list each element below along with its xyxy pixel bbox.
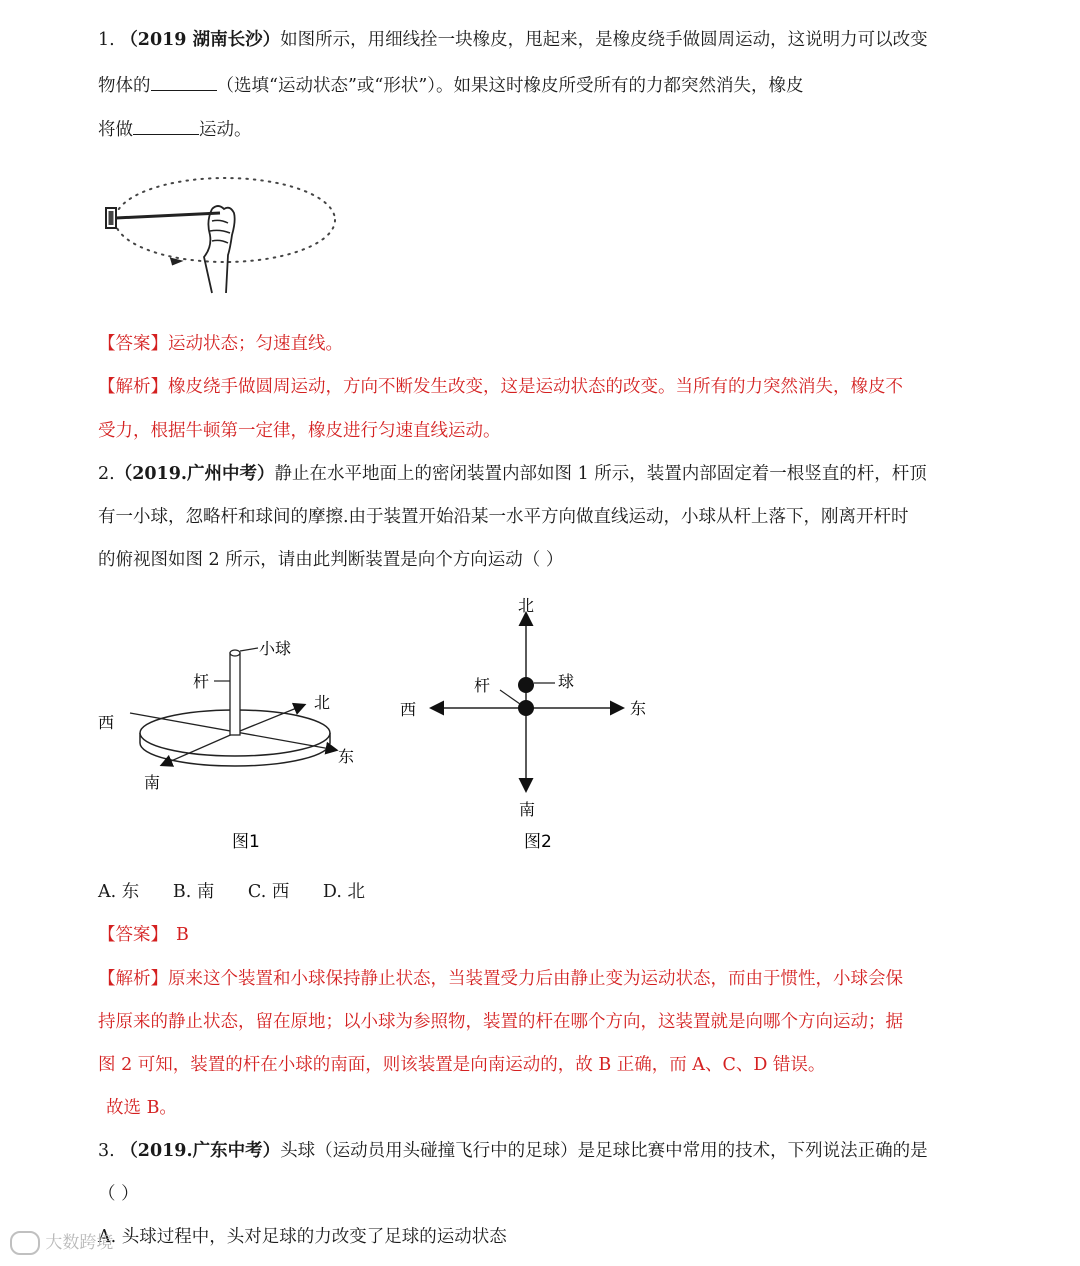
watermark-logo-icon <box>10 1231 40 1255</box>
q1-number: 1. <box>98 30 115 50</box>
label-rod: 杆 <box>193 672 210 691</box>
q2-analysis-text1: 原来这个装置和小球保持静止状态，当装置受力后由静止变为运动状态，而由于惯性，小球会保 <box>168 969 903 989</box>
q1-analysis-text1: 橡皮绕手做圆周运动，方向不断发生改变，这是运动状态的改变。当所有的力突然消失，橡皮不 <box>168 377 903 397</box>
q3-source: （2019.广东中考） <box>120 1141 281 1161</box>
q2-answer <box>98 923 189 947</box>
q2-figure1 <box>96 595 366 865</box>
q1-line2 <box>98 72 804 98</box>
q1-line3 <box>98 116 252 142</box>
q2-line1 <box>98 462 927 486</box>
q2-number: 2. <box>98 464 115 484</box>
q1-analysis-tag: 【解析】 <box>98 377 168 397</box>
hand <box>204 206 235 293</box>
string <box>116 213 220 218</box>
label-ball: 球 <box>558 672 575 691</box>
q1-source: （2019 湖南长沙） <box>120 30 281 50</box>
label-north: 北 <box>518 596 535 615</box>
q1-text2b: （选填“运动状态”或“形状”）。如果这时橡皮所受所有的力都突然消失，橡皮 <box>216 76 804 96</box>
q2-analysis-line1 <box>98 967 903 991</box>
q2-answer-text: B <box>176 925 189 945</box>
label-east: 东 <box>338 747 355 766</box>
watermark-text: 大数跨境 <box>45 1233 114 1253</box>
q2-analysis-line4: 故选 B。 <box>106 1098 177 1118</box>
label-rod: 杆 <box>474 676 491 695</box>
q1-text3a: 将做 <box>98 120 133 140</box>
ball-dot <box>518 677 534 693</box>
figure1-caption: 图1 <box>232 832 260 852</box>
watermark <box>10 1228 113 1255</box>
figure2-caption: 图2 <box>524 832 552 852</box>
label-south: 南 <box>519 800 536 819</box>
label-west: 西 <box>98 713 115 732</box>
q1-line1 <box>98 28 928 52</box>
q1-blank2[interactable] <box>133 116 199 135</box>
q2-analysis-line3: 图 2 可知，装置的杆在小球的南面，则该装置是向南运动的，故 B 正确，而 A、C、D 错误。 <box>98 1055 826 1075</box>
q2-analysis-line2: 持原来的静止状态，留在原地；以小球为参照物，装置的杆在哪个方向，这装置就是向哪个方向运动；据 <box>98 1012 903 1032</box>
q2-analysis-tag: 【解析】 <box>98 969 168 989</box>
q1-answer-text: 运动状态；匀速直线。 <box>168 334 343 354</box>
rod <box>230 653 240 735</box>
q3-text1: 头球（运动员用头碰撞飞行中的足球）是足球比赛中常用的技术，下列说法正确的是 <box>280 1141 928 1161</box>
option-b[interactable]: B. 南 <box>172 882 215 902</box>
q3-option-a[interactable]: A. 头球过程中，头对足球的力改变了足球的运动状态 <box>98 1227 507 1247</box>
q2-text1: 静止在水平地面上的密闭装置内部如图 1 所示，装置内部固定着一根竖直的杆，杆顶 <box>274 464 927 484</box>
q2-options <box>98 880 365 904</box>
q1-text2a: 物体的 <box>98 76 151 96</box>
q3-line1 <box>98 1139 928 1163</box>
q1-blank1[interactable] <box>151 72 217 91</box>
q3-line2: （ ） <box>98 1184 139 1204</box>
q1-figure-eraser-swing <box>100 165 350 300</box>
q1-text3b: 运动。 <box>199 120 252 140</box>
ball <box>230 650 240 656</box>
q1-text1: 如图所示，用细线拴一块橡皮，甩起来，是橡皮绕手做圆周运动，这说明力可以改变 <box>280 30 928 50</box>
q1-analysis-line1 <box>98 375 903 399</box>
q1-answer <box>98 332 343 356</box>
label-ball: 小球 <box>259 639 292 658</box>
rod-dot <box>518 700 534 716</box>
option-d[interactable]: D. 北 <box>322 882 365 902</box>
label-south: 南 <box>144 773 161 792</box>
circular-path <box>115 178 335 262</box>
label-north: 北 <box>314 693 331 712</box>
q2-source: （2019.广州中考） <box>114 464 275 484</box>
q2-answer-tag: 【答案】 <box>98 925 168 945</box>
q2-line2: 有一小球，忽略杆和球间的摩擦.由于装置开始沿某一水平方向做直线运动，小球从杆上落下，刚离开杆时 <box>98 507 909 527</box>
q1-analysis-line2: 受力，根据牛顿第一定律，橡皮进行匀速直线运动。 <box>98 421 501 441</box>
label-west: 西 <box>400 700 417 719</box>
q3-number: 3. <box>98 1141 115 1161</box>
q2-figure2 <box>390 590 660 865</box>
option-c[interactable]: C. 西 <box>247 882 290 902</box>
label-east: 东 <box>630 699 647 718</box>
motion-arrow <box>170 258 182 265</box>
q1-answer-tag: 【答案】 <box>98 334 168 354</box>
option-a[interactable]: A. 东 <box>98 882 140 902</box>
q2-line3: 的俯视图如图 2 所示，请由此判断装置是向个方向运动（ ） <box>98 550 564 570</box>
